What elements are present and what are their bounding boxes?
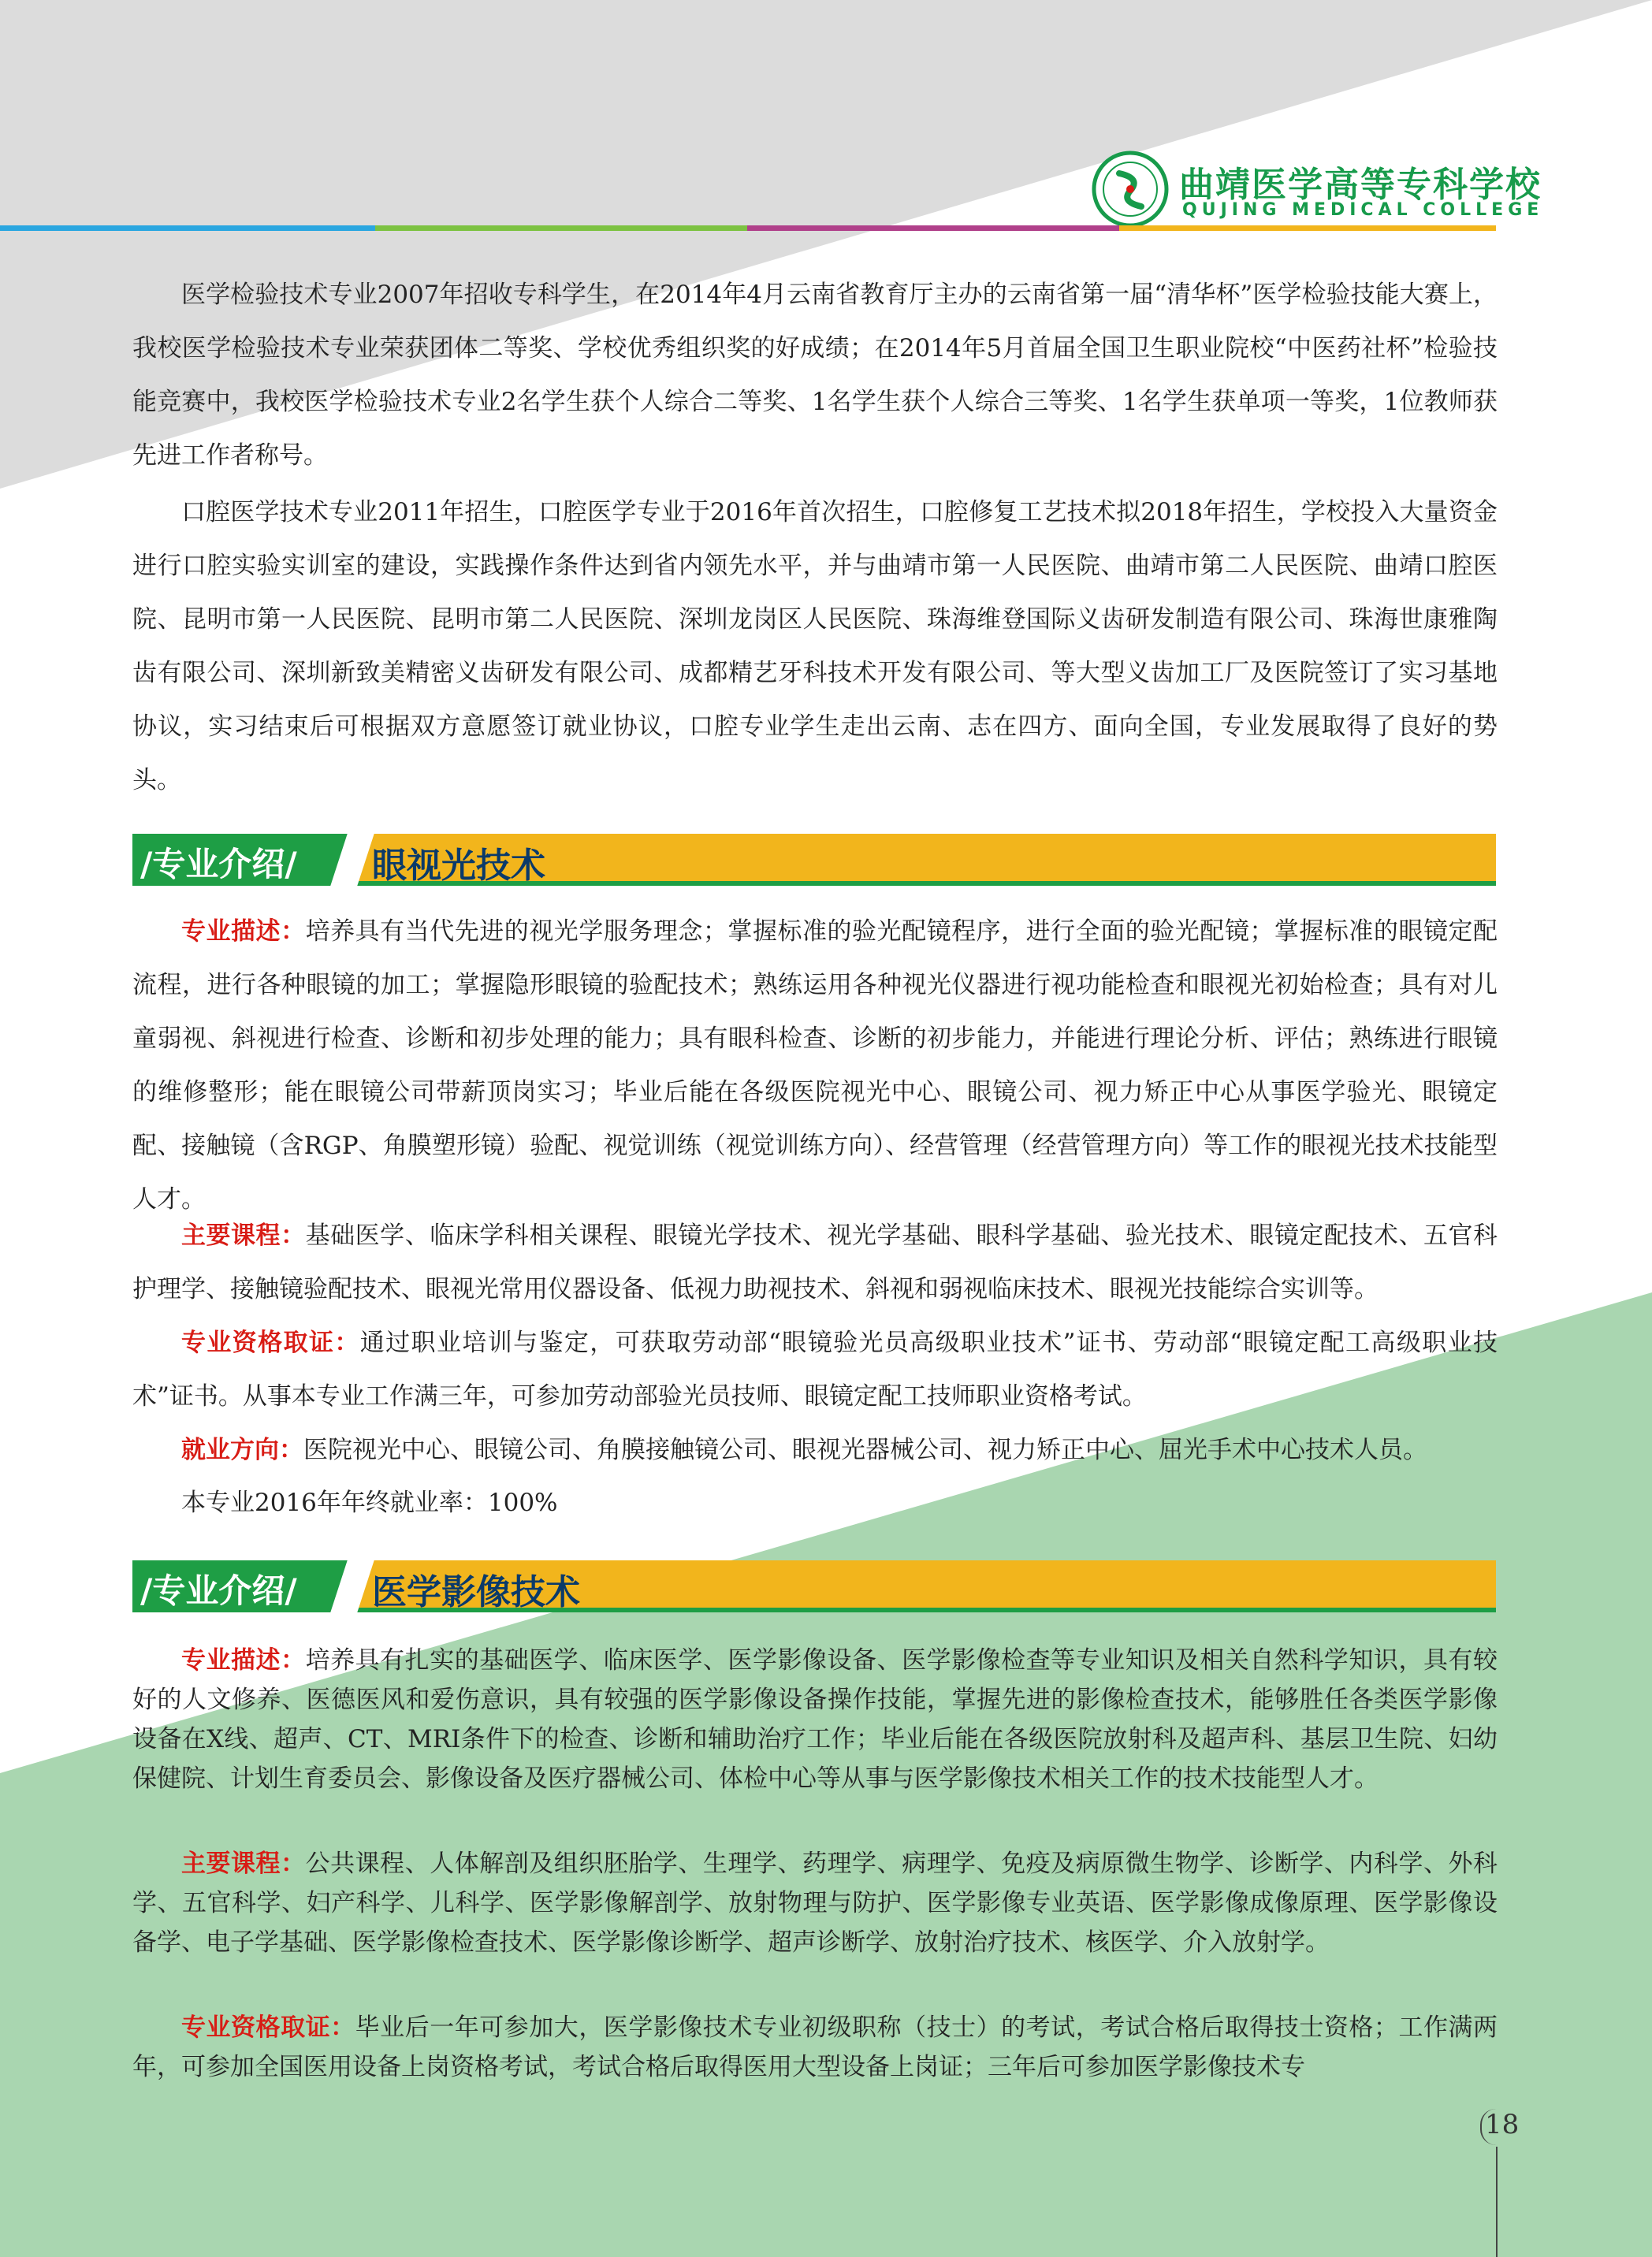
optometry-certification bbox=[132, 1316, 1498, 1423]
intro-paragraph-dental: 口腔医学技术专业2011年招生，口腔医学专业于2016年首次招生，口腔修复工艺技术拟2018年招生，学校投入大量资金进行口腔实验实训室的建设，实践操作条件达到省内领先水平，并与曲靖市第一人民医院、曲靖市第二人民医院、曲靖口腔医院、昆明市第一人民医院、昆明市第二人民医院、深圳龙岗区人民医院、珠海维登国际义齿研发制造有限公司、珠海世康雅陶齿有限公司、深圳新致美精密义齿研发有限公司、成都精艺牙科技术开发有限公司、等大型义齿加工厂及医院签订了实习基地协议，实习结束后可根据双方意愿签订就业协议，口腔专业学生走出云南、志在四方、面向全国，专业发展取得了良好的势头。 bbox=[132, 498, 1498, 794]
header-rule-purple bbox=[747, 225, 1119, 231]
description-label: 专业描述： bbox=[181, 917, 306, 946]
school-name-en: QUJING MEDICAL COLLEGE bbox=[1182, 200, 1544, 220]
header-rule-yellow bbox=[1119, 225, 1496, 231]
imaging-description bbox=[132, 1641, 1498, 1798]
courses-text: 公共课程、人体解剖及组织胚胎学、生理学、药理学、病理学、免疫及病原微生物学、诊断学、内科学、外科学、五官科学、妇产科学、儿科学、医学影像解剖学、放射物理与防护、医学影像专业英语、医学影像成像原理、医学影像设备学、电子学基础、医学影像检查技术、医学影像诊断学、超声诊断学、放射治疗技术、核医学、介入放射学。 bbox=[132, 1850, 1498, 1957]
optometry-description bbox=[132, 905, 1498, 1226]
section-title: 医学影像技术 bbox=[372, 1572, 580, 1612]
imaging-courses bbox=[132, 1844, 1498, 1962]
certification-label: 专业资格取证： bbox=[181, 2013, 355, 2042]
description-text: 培养具有扎实的基础医学、临床医学、医学影像设备、医学影像检查等专业知识及相关自然科学知识，具有较好的人文修养、医德医风和爱伤意识，具有较强的医学影像设备操作技能，掌握先进的影像检查技术，能够胜任各类医学影像设备在X线、超声、CT、MRI条件下的检查、诊断和辅助治疗工作；毕业后能在各级医院放射科及超声科、基层卫生院、妇幼保健院、计划生育委员会、影像设备及医疗器械公司、体检中心等从事与医学影像技术相关工作的技术技能型人才。 bbox=[132, 1646, 1498, 1793]
page-number-line bbox=[1496, 2147, 1498, 2257]
certification-text: 毕业后一年可参加大，医学影像技术专业初级职称（技士）的考试，考试合格后取得技士资格；工作满两年，可参加全国医用设备上岗资格考试，考试合格后取得医用大型设备上岗证；三年后可参加医学影像技术专 bbox=[132, 2013, 1498, 2081]
imaging-certification bbox=[132, 2008, 1498, 2087]
school-name-cn: 曲靖医学高等专科学校 bbox=[1179, 165, 1542, 205]
section-header-optometry bbox=[132, 834, 1496, 886]
optometry-employment-rate: 本专业2016年年终就业率：100% bbox=[181, 1489, 558, 1517]
employment-text: 医院视光中心、眼镜公司、角膜接触镜公司、眼视光器械公司、视力矫正中心、屈光手术中心技术人员。 bbox=[303, 1436, 1427, 1464]
certification-text: 通过职业培训与鉴定，可获取劳动部“眼镜验光员高级职业技术”证书、劳动部“眼镜定配工高级职业技术”证书。从事本专业工作满三年，可参加劳动部验光员技师、眼镜定配工技师职业资格考试。 bbox=[132, 1329, 1498, 1411]
section-prefix: /专业介绍/ bbox=[140, 845, 297, 883]
section-title: 眼视光技术 bbox=[372, 846, 545, 886]
employment-label: 就业方向： bbox=[181, 1436, 303, 1464]
section-prefix: /专业介绍/ bbox=[140, 1571, 297, 1610]
optometry-employment bbox=[132, 1423, 1498, 1477]
description-label: 专业描述： bbox=[181, 1646, 306, 1675]
courses-label: 主要课程： bbox=[181, 1221, 306, 1250]
courses-text: 基础医学、临床学科相关课程、眼镜光学技术、视光学基础、眼科学基础、验光技术、眼镜定配技术、五官科护理学、接触镜验配技术、眼视光常用仪器设备、低视力助视技术、斜视和弱视临床技术、眼视光技能综合实训等。 bbox=[132, 1221, 1498, 1303]
header-rule-blue bbox=[0, 225, 375, 231]
description-text: 培养具有当代先进的视光学服务理念；掌握标准的验光配镜程序，进行全面的验光配镜；掌握标准的眼镜定配流程，进行各种眼镜的加工；掌握隐形眼镜的验配技术；熟练运用各种视光仪器进行视功能检查和眼视光初始检查；具有对儿童弱视、斜视进行检查、诊断和初步处理的能力；具有眼科检查、诊断的初步能力，并能进行理论分析、评估；熟练进行眼镜的维修整形；能在眼镜公司带薪顶岗实习；毕业后能在各级医院视光中心、眼镜公司、视力矫正中心从事医学验光、眼镜定配、接触镜（含RGP、角膜塑形镜）验配、视觉训练（视觉训练方向）、经营管理（经营管理方向）等工作的眼视光技术技能型人才。 bbox=[132, 917, 1498, 1214]
header-rule-green bbox=[375, 225, 747, 231]
intro-paragraph-lab: 医学检验技术专业2007年招收专科学生，在2014年4月云南省教育厅主办的云南省第一届“清华杯”医学检验技能大赛上，我校医学检验技术专业荣获团体二等奖、学校优秀组织奖的好成绩；在2014年5月首届全国卫生职业院校“中医药社杯”检验技能竞赛中，我校医学检验技术专业2名学生获个人综合二等奖、1名学生获个人综合三等奖、1名学生获单项一等奖，1位教师获先进工作者称号。 bbox=[132, 281, 1498, 470]
courses-label: 主要课程： bbox=[181, 1850, 306, 1878]
page-number: 18 bbox=[1485, 2109, 1520, 2140]
section-header-imaging bbox=[132, 1560, 1496, 1612]
certification-label: 专业资格取证： bbox=[181, 1329, 360, 1357]
school-logo bbox=[1091, 150, 1170, 229]
optometry-courses bbox=[132, 1209, 1498, 1316]
